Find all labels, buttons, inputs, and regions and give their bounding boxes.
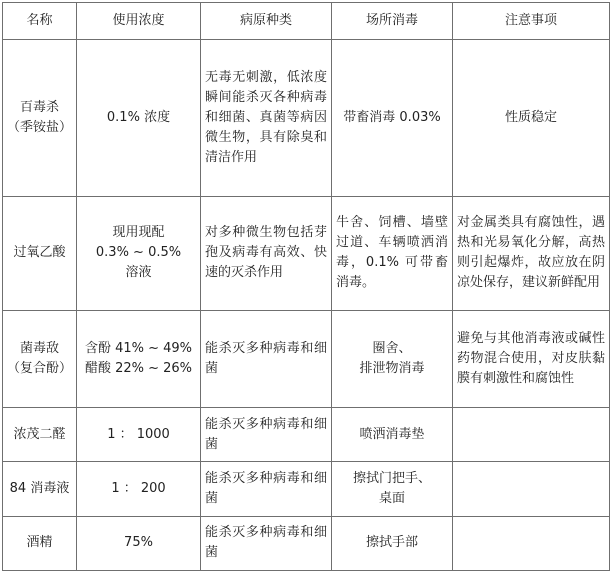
- concentration-line: 1 ： 200: [111, 480, 166, 496]
- name-line: 过氧乙酸: [13, 245, 66, 261]
- cell-notes: [453, 462, 610, 516]
- header-pathogen: 病原种类: [201, 3, 332, 40]
- cell-pathogen: 无毒无刺激，低浓度瞬间能杀灭各种病毒和细菌、真菌等病因微生物，具有除臭和清洁作用: [201, 40, 332, 197]
- cell-pathogen: 能杀灭多种病毒和细菌: [201, 407, 332, 461]
- cell-notes: 对金属类具有腐蚀性，遇热和光易氧化分解，高热则引起爆炸，故应放在阴凉处保存，建议新鲜配用: [453, 196, 610, 310]
- cell-site: 圈舍、 排泄物消毒: [332, 310, 453, 407]
- cell-name: [3, 462, 77, 516]
- concentration-line: 75%: [124, 535, 153, 551]
- cell-site: 牛舍、饲槽、墙壁过道、车辆喷洒消毒，0.1% 可带畜消毒。: [332, 196, 453, 310]
- name-line: 菌毒敌: [19, 340, 59, 356]
- table-row: [3, 196, 610, 310]
- cell-site: 擦拭门把手、 桌面: [332, 462, 453, 516]
- name-line: 84 消毒液: [9, 480, 70, 496]
- concentration-line: 醋酸 22% ~ 26%: [84, 360, 193, 376]
- cell-notes: 避免与其他消毒液或碱性药物混合使用，对皮肤黏膜有刺激性和腐蚀性: [453, 310, 610, 407]
- cell-name: [3, 516, 77, 570]
- table-row: [3, 310, 610, 407]
- cell-concentration: [77, 310, 201, 407]
- name-line: 浓茂二醛: [13, 426, 66, 442]
- cell-concentration: [77, 407, 201, 461]
- header-row: [3, 3, 610, 40]
- cell-name: [3, 196, 77, 310]
- header-site: 场所消毒: [332, 3, 453, 40]
- concentration-line: 含酚 41% ~ 49%: [84, 340, 193, 356]
- cell-site: 擦拭手部: [332, 516, 453, 570]
- table-row: [3, 516, 610, 570]
- table-row: [3, 462, 610, 516]
- name-line: 酒精: [26, 535, 53, 551]
- concentration-line: 现用现配: [112, 225, 165, 241]
- cell-notes: [453, 407, 610, 461]
- cell-concentration: [77, 40, 201, 197]
- cell-notes: [453, 516, 610, 570]
- concentration-line: 溶液: [125, 265, 152, 281]
- concentration-line: 0.3% ~ 0.5%: [95, 245, 182, 261]
- name-line: 百毒杀: [19, 99, 59, 115]
- name-line: （季铵盐）: [7, 119, 73, 135]
- cell-concentration: [77, 196, 201, 310]
- cell-site: 带畜消毒 0.03%: [332, 40, 453, 197]
- table-row: [3, 407, 610, 461]
- cell-pathogen: 能杀灭多种病毒和细菌: [201, 310, 332, 407]
- concentration-line: 0.1% 浓度: [106, 109, 171, 125]
- cell-name: [3, 40, 77, 197]
- header-concentration: 使用浓度: [77, 3, 201, 40]
- cell-pathogen: 能杀灭多种病毒和细菌: [201, 516, 332, 570]
- cell-pathogen: 对多种微生物包括芽孢及病毒有高效、快速的灭杀作用: [201, 196, 332, 310]
- name-line: （复合酚）: [7, 360, 73, 376]
- cell-concentration: [77, 516, 201, 570]
- cell-concentration: [77, 462, 201, 516]
- cell-name: [3, 310, 77, 407]
- cell-site: 喷洒消毒垫: [332, 407, 453, 461]
- cell-pathogen: 能杀灭多种病毒和细菌: [201, 462, 332, 516]
- table-row: [3, 40, 610, 197]
- cell-name: [3, 407, 77, 461]
- concentration-line: 1 ： 1000: [107, 426, 170, 442]
- cell-notes: 性质稳定: [453, 40, 610, 197]
- header-notes: 注意事项: [453, 3, 610, 40]
- header-name: 名称: [3, 3, 77, 40]
- disinfectant-table: [2, 2, 610, 571]
